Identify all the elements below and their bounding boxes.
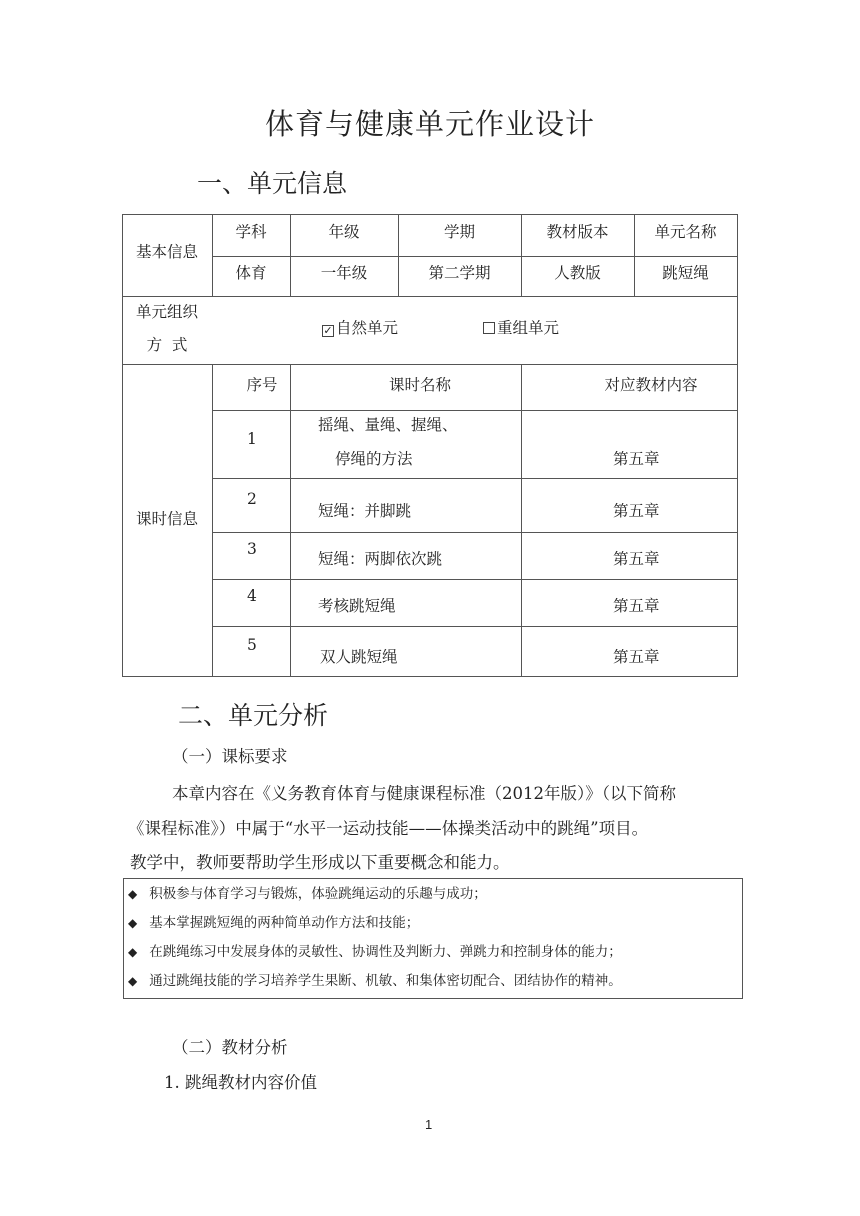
header-unit-name: 单元名称 xyxy=(654,223,717,241)
option-regroup-unit[interactable] xyxy=(483,316,559,338)
header-semester: 学期 xyxy=(443,223,475,241)
value-grade: 一年级 xyxy=(320,264,368,282)
basic-info-label: 基本信息 xyxy=(135,243,198,261)
section-heading-unit-analysis: 二、单元分析 xyxy=(178,701,329,730)
list-item: ◆ 通过跳绳技能的学习培养学生果断、机敏、和集体密切配合、团结协作的精神。 xyxy=(128,973,622,989)
subheading-textbook-analysis: （二）教材分析 xyxy=(172,1038,288,1057)
diamond-bullet-icon: ◆ xyxy=(128,945,138,959)
lesson-no: 5 xyxy=(247,636,257,654)
lesson-no: 4 xyxy=(247,587,257,605)
section-heading-unit-info: 一、单元信息 xyxy=(197,169,348,198)
list-item: ◆ 积极参与体育学习与锻炼，体验跳绳运动的乐趣与成功； xyxy=(128,886,487,902)
value-subject: 体育 xyxy=(235,264,267,282)
paragraph-line: 教学中，教师要帮助学生形成以下重要概念和能力。 xyxy=(130,853,510,872)
lesson-header-content: 对应教材内容 xyxy=(604,376,698,394)
lesson-no: 3 xyxy=(247,540,257,558)
paragraph-line: 本章内容在《义务教育体育与健康课程标准（2012年版）》（以下简称 xyxy=(172,784,676,803)
lesson-no: 2 xyxy=(247,490,257,508)
checkbox-empty-icon[interactable] xyxy=(483,322,495,334)
diamond-bullet-icon: ◆ xyxy=(128,916,138,930)
list-item: ◆ 在跳绳练习中发展身体的灵敏性、协调性及判断力、弹跳力和控制身体的能力； xyxy=(128,944,622,960)
lesson-no: 1 xyxy=(247,430,257,448)
org-label-line1: 单元组织 xyxy=(135,303,198,321)
checkbox-checked-icon[interactable]: ✓ xyxy=(323,324,333,337)
lesson-name: 摇绳、量绳、握绳、 xyxy=(318,416,458,434)
lesson-content: 第五章 xyxy=(613,502,660,520)
paragraph-line: 《课程标准》）中属于“水平一运动技能——体操类活动中的跳绳”项目。 xyxy=(128,819,649,838)
lesson-content: 第五章 xyxy=(613,550,660,568)
header-subject: 学科 xyxy=(235,223,267,241)
lesson-name: 考核跳短绳 xyxy=(318,597,396,615)
lesson-name: 短绳：并脚跳 xyxy=(318,502,412,520)
page-number: 1 xyxy=(425,1117,433,1132)
header-grade: 年级 xyxy=(328,223,360,241)
subheading-curriculum: （一）课标要求 xyxy=(172,747,288,766)
lesson-header-name: 课时名称 xyxy=(388,376,451,394)
lesson-header-no: 序号 xyxy=(246,376,278,394)
header-textbook: 教材版本 xyxy=(546,223,609,241)
option-regroup-label: 重组单元 xyxy=(497,319,560,337)
lesson-name-cont: 停绳的方法 xyxy=(335,450,413,468)
lesson-content: 第五章 xyxy=(613,597,660,615)
value-textbook: 人教版 xyxy=(554,264,601,282)
list-item: ◆ 基本掌握跳短绳的两种简单动作方法和技能； xyxy=(128,915,420,931)
goals-box xyxy=(123,878,743,999)
option-natural-label: 自然单元 xyxy=(336,319,399,337)
diamond-bullet-icon: ◆ xyxy=(128,887,138,901)
option-natural-unit[interactable] xyxy=(322,316,398,338)
lesson-info-label: 课时信息 xyxy=(135,510,198,528)
org-label-line2: 方 式 xyxy=(146,336,188,354)
value-unit-name: 跳短绳 xyxy=(662,264,709,282)
lesson-name: 短绳：两脚依次跳 xyxy=(318,550,443,568)
page-title: 体育与健康单元作业设计 xyxy=(264,107,595,141)
lesson-name: 双人跳短绳 xyxy=(320,648,398,666)
diamond-bullet-icon: ◆ xyxy=(128,974,138,988)
value-semester: 第二学期 xyxy=(428,264,491,282)
lesson-content: 第五章 xyxy=(613,648,660,666)
item-heading: 1. 跳绳教材内容价值 xyxy=(164,1073,317,1092)
lesson-content: 第五章 xyxy=(613,450,660,468)
